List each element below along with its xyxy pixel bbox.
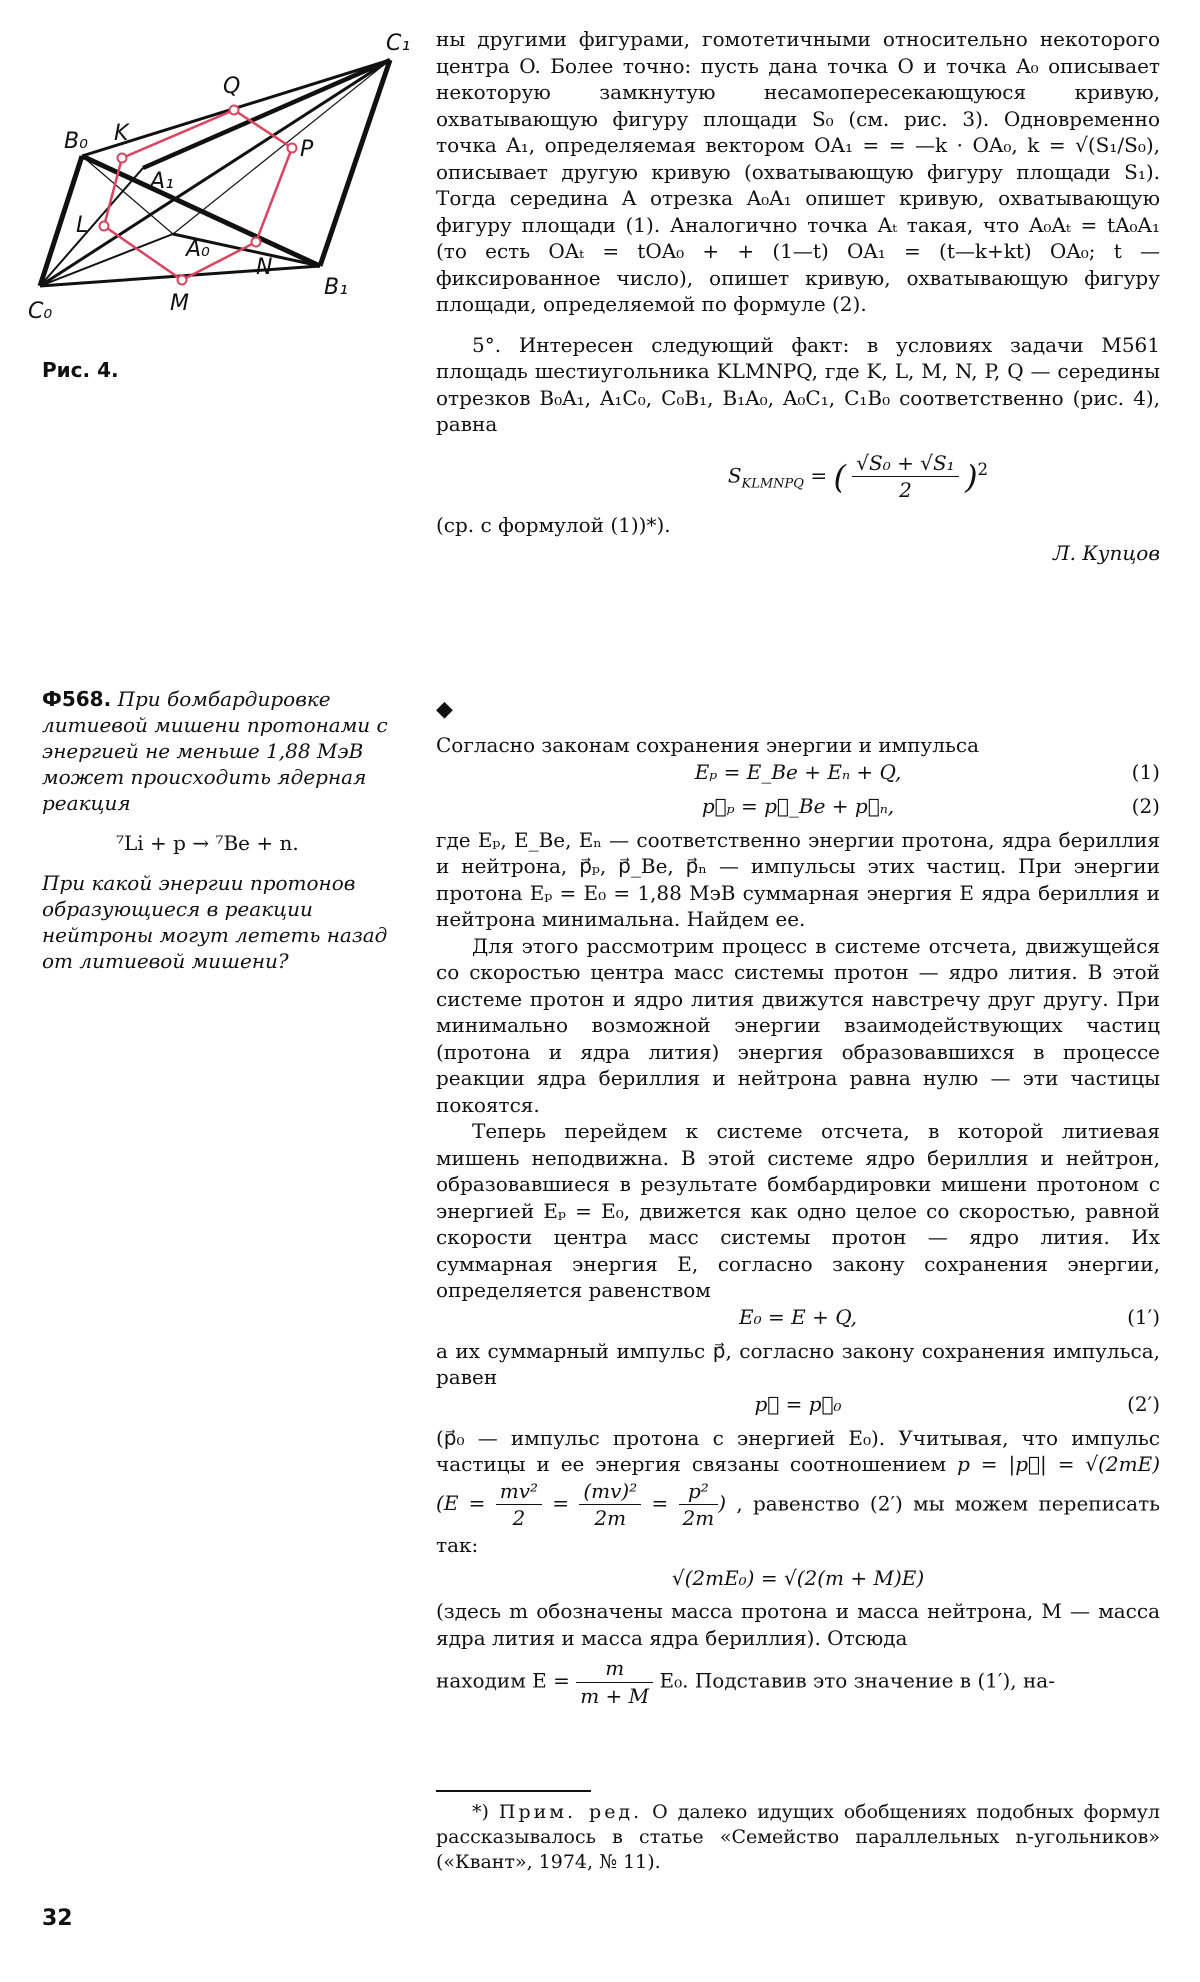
edge-a0-c1: [173, 60, 390, 234]
edge-c0-a1: [40, 168, 143, 286]
energy-frac-1-num: mv²: [496, 1478, 542, 1506]
figure-caption: Рис. 4.: [42, 358, 119, 382]
solution-paragraph-4: а их суммарный импульс p⃗, согласно закону сохранения импульса, равен: [436, 1338, 1160, 1389]
footnote-label: Прим. ред.: [498, 1801, 643, 1823]
formula-fraction: [852, 450, 958, 504]
problem-label: Ф568.: [42, 687, 112, 711]
solution-7-end: E₀. Подставив это значение в (1′), на-: [659, 1668, 1055, 1693]
vertex-m: [178, 276, 187, 285]
solution-paragraph-2: Для этого рассмотрим процесс в системе отсчета, движущейся со скоростью центра масс системы протон — ядро лития. В этой системе протон и ядро лития движутся навстречу друг другу. При минимально возможной энергии взаимодействующих частиц (протона и ядра лития) энергия образовавшихся в процессе реакции ядра бериллия и нейтрона равна нулю — эти частицы покоятся.: [436, 933, 1160, 1117]
solution-paragraph-3: Теперь перейдем к системе отсчета, в которой литиевая мишень неподвижна. В этой системе ядро бериллия и нейтрон, образовавшиеся в результате бомбардировки мишени протоном с энергией Eₚ = E₀, движется как одно целое со скоростью, равной скорости центра масс системы протон — ядро лития. Их суммарная энергия E, согласно закону сохранения энергии, определяется равенством: [436, 1119, 1160, 1302]
energy-frac-3: [679, 1478, 719, 1532]
formula-lhs: S: [727, 463, 742, 487]
energy-formula: (E = $\frac{\text{mv²}}{2}$ = $\frac{\text{(mv)²}}{2m}$ = $\frac{\text{p²}}{2m}$ ): [436, 1478, 737, 1530]
label-n: N: [256, 255, 273, 280]
author: Л. Купцов: [1052, 541, 1160, 565]
solution-7-start: находим E =: [436, 1668, 570, 1693]
problem-text-1: [42, 686, 392, 816]
top-paragraph-1: ны другими фигурами, гомотетичными относительно некоторого центра O. Более точно: пусть дана точка O и точка A₀ описывает некоторую замкнутую несамопересекающуюся кривую, охватывающую фигуру площади S₀ (см. рис. 3). Одновременно точка A₁, определяемая вектором OA₁ = = —k · OA₀, k = √(S₁/S₀), описывает другую кривую (охватывающую фигуру площади S₁). Тогда середина A отрезка A₀A₁ опишет кривую, охватывающую фигуру площади (1). Аналогично точка Aₜ такая, что A₀Aₜ = tA₀A₁ (то есть OAₜ = tOA₀ + + (1—t) OA₁ = (t—k+kt) OA₀; t — фиксированное число), опишет кривую, охватывающую фигуру площади, определяемой по формуле (2).: [436, 27, 1160, 316]
footnote: [436, 1800, 1160, 1875]
vertex-p: [288, 144, 297, 153]
equation-2-prime-number: (2′): [1127, 1391, 1160, 1416]
solution-paragraph-5a: (p⃗₀ — импульс протона с энергией E₀). Учитывая, что импульс частицы и ее энергия связаны соотношением: [436, 1425, 1160, 1476]
label-k: K: [114, 121, 129, 146]
problem-f568: [42, 686, 392, 974]
equation-2-prime-body: p⃗ = p⃗₀: [754, 1391, 842, 1416]
equation-2-prime: [436, 1391, 1160, 1425]
problem-question: При какой энергии протонов образующиеся в реакции нейтроны могут лететь назад от литиевой мишени?: [42, 871, 388, 973]
label-p: P: [300, 137, 314, 162]
solution-paragraph-1: где Eₚ, E_Be, Eₙ — соответственно энергии протона, ядра бериллия и нейтрона, p⃗ₚ, p⃗_Be, p⃗ₙ — импульсы этих частиц. При энергии протона Eₚ = E₀ = 1,88 МэВ суммарная энергия E ядра бериллия и нейтрона минимальна. Найдем ее.: [436, 827, 1160, 931]
equation-1: [436, 759, 1160, 793]
formula-denominator: 2: [899, 478, 912, 502]
energy-frac-2-den: 2m: [594, 1506, 627, 1530]
equation-2-body: p⃗ₚ = p⃗_Be + p⃗ₙ,: [701, 793, 895, 818]
vertex-k: [118, 154, 127, 163]
footnote-text: [436, 1800, 1160, 1875]
top-paragraph-2: 5°. Интересен следующий факт: в условиях задачи М561 площадь шестиугольника KLMNPQ, где K, L, M, N, P, Q — середины отрезков B₀A₁, A₁C₀, C₀B₁, B₁A₀, A₀C₁, C₁B₀ соответственно (рис. 4), равна: [436, 332, 1160, 436]
problem-statement: При бомбардировке литиевой мишени протонами с энергией не меньше 1,88 МэВ может происходить ядерная реакция: [42, 687, 388, 815]
equation-2: [436, 793, 1160, 827]
vertex-q: [230, 106, 239, 115]
diamond-marker: ◆: [436, 697, 453, 722]
equation-2-number: (2): [1131, 793, 1160, 818]
solution-section: [436, 698, 1160, 1709]
label-a1: A₁: [150, 169, 174, 194]
energy-frac-1-den: 2: [512, 1506, 526, 1530]
edge-a1-c1: [143, 60, 390, 168]
label-b1: B₁: [324, 275, 348, 300]
label-c0: C₀: [28, 299, 53, 324]
solution-paragraph-6: (здесь m обозначены масса протона и масса нейтрона, M — масса ядра лития и масса ядра бериллия). Отсюда: [436, 1599, 1160, 1650]
top-section: [436, 26, 1160, 567]
equation-1-prime: [436, 1304, 1160, 1338]
compare-note: (ср. с формулой (1))*).: [436, 512, 671, 537]
equation-1-prime-body: E₀ = E + Q,: [739, 1304, 857, 1329]
label-q: Q: [223, 74, 241, 99]
footnote-body: О далеко идущих обобщениях подобных формул рассказывалось в статье «Семейство параллельных n-угольников» («Квант», 1974, № 11).: [436, 1801, 1161, 1873]
label-a0: A₀: [186, 237, 210, 262]
formula-paren-close: ): [965, 457, 978, 496]
solution-paragraph-5b: , равенство (2′) мы можем переписать так:: [436, 1491, 1161, 1557]
energy-formula-e: E =: [443, 1491, 486, 1515]
solution-paragraph-7: [436, 1655, 1160, 1709]
mass-fraction-den: m + M: [580, 1683, 650, 1708]
formula-paren-open: (: [833, 457, 846, 496]
label-c1: C₁: [386, 31, 411, 56]
vertex-n: [252, 238, 261, 247]
footnote-mark: *): [472, 1801, 489, 1823]
formula-power: 2: [977, 459, 989, 479]
edge-c1-b1: [320, 60, 390, 266]
equation-1-body: Eₚ = E_Be + Eₙ + Q,: [694, 759, 902, 784]
figure-lines: [40, 60, 390, 286]
momentum-energy-relation: p = |p⃗| = √(2mE): [957, 1452, 1161, 1476]
hexagon-area-formula: [556, 450, 1160, 504]
energy-frac-2: [579, 1478, 641, 1532]
energy-frac-1: [496, 1478, 542, 1532]
energy-frac-3-num: p²: [679, 1478, 719, 1506]
label-m: M: [170, 291, 189, 316]
mass-fraction: [576, 1655, 653, 1709]
solution-intro: Согласно законам сохранения энергии и импульса: [436, 733, 980, 757]
problem-reaction: ⁷Li + p → ⁷Be + n.: [116, 831, 299, 855]
footnote-rule: [436, 1790, 591, 1792]
equation-5: [436, 1558, 1160, 1598]
energy-frac-3-den: 2m: [682, 1506, 715, 1530]
label-b0: B₀: [64, 129, 88, 154]
formula-numerator: √S₀ + √S₁: [852, 450, 958, 478]
equation-5-body: √(2mE₀) = √(2(m + M)E): [671, 1566, 925, 1590]
vertex-l: [100, 222, 109, 231]
energy-frac-2-num: (mv)²: [579, 1478, 641, 1506]
label-l: L: [76, 213, 89, 238]
equation-1-number: (1): [1131, 759, 1160, 784]
page-number: 32: [42, 1906, 73, 1931]
edge-c0-c1: [40, 60, 390, 286]
formula-sub: KLMNPQ: [741, 476, 804, 491]
formula-eq: =: [810, 463, 828, 487]
mass-fraction-num: m: [576, 1655, 653, 1683]
solution-paragraph-5: [436, 1425, 1160, 1559]
figure-4: [18, 18, 428, 338]
equation-1-prime-number: (1′): [1127, 1304, 1160, 1329]
